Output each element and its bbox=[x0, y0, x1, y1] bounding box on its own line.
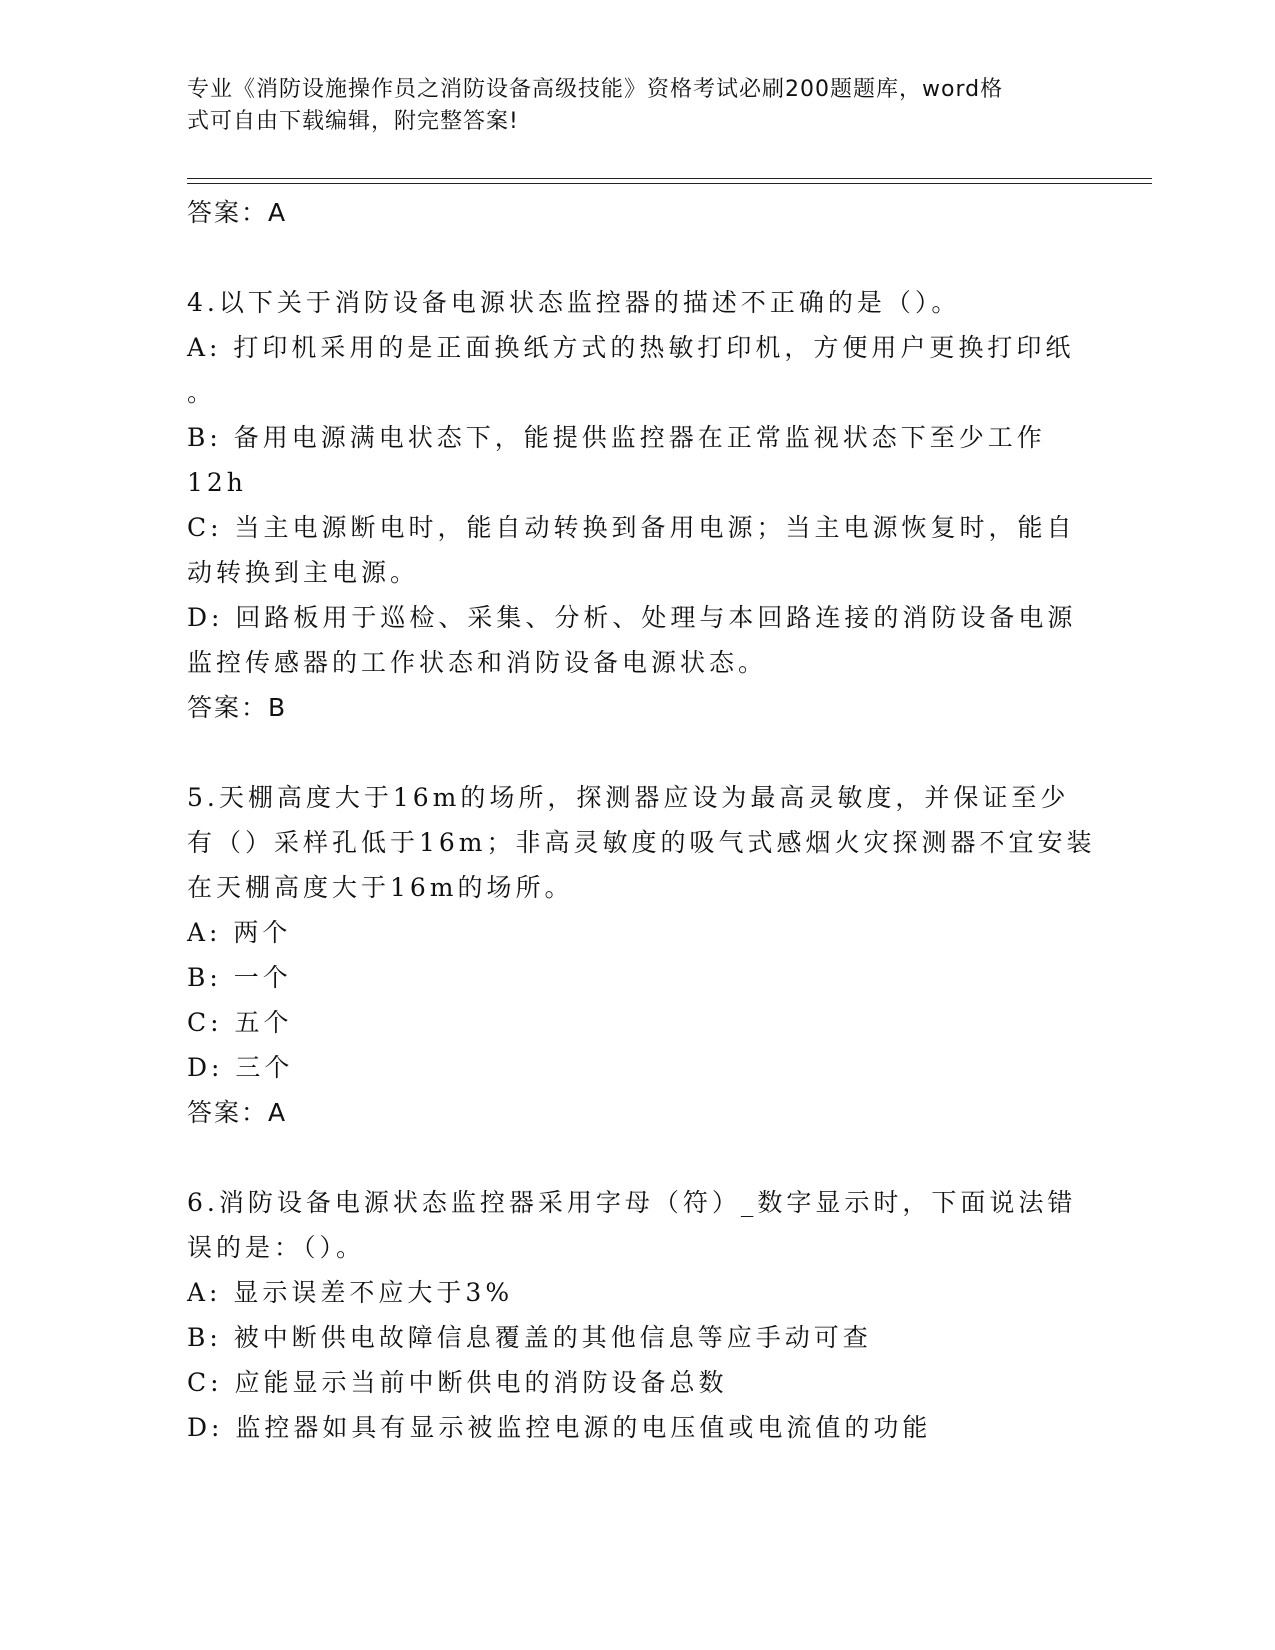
question-6-option-b: B: 被中断供电故障信息覆盖的其他信息等应手动可查 bbox=[187, 1323, 872, 1352]
header-divider-bottom bbox=[187, 183, 1152, 184]
question-4-option-b: B: 备用电源满电状态下，能提供监控器在正常监视状态下至少工作 bbox=[187, 423, 1046, 452]
question-4-stem: 4.以下关于消防设备电源状态监控器的描述不正确的是（）。 bbox=[187, 288, 961, 317]
question-4-option-b-cont: 12h bbox=[187, 468, 247, 497]
question-6-option-c: C: 应能显示当前中断供电的消防设备总数 bbox=[187, 1368, 728, 1397]
question-5-option-d: D: 三个 bbox=[187, 1053, 294, 1082]
question-5-stem-3: 在天棚高度大于16m的场所。 bbox=[187, 873, 574, 902]
question-4-answer: 答案：B bbox=[187, 693, 288, 722]
spacer bbox=[187, 235, 1087, 280]
question-6 bbox=[187, 1180, 1087, 1450]
question-5-stem-2: 有（）采样孔低于16m；非高灵敏度的吸气式感烟火灾探测器不宜安装 bbox=[187, 828, 1096, 857]
header-line-1: 专业《消防设施操作员之消防设备高级技能》资格考试必刷200题题库，word格 bbox=[187, 77, 1004, 102]
question-4-option-c-cont: 动转换到主电源。 bbox=[187, 558, 420, 587]
question-4-option-c: C: 当主电源断电时，能自动转换到备用电源；当主电源恢复时，能自 bbox=[187, 513, 1076, 542]
question-6-option-d: D: 监控器如具有显示被监控电源的电压值或电流值的功能 bbox=[187, 1413, 932, 1442]
question-5-answer: 答案：A bbox=[187, 1098, 288, 1127]
page-header bbox=[187, 74, 1067, 138]
question-6-stem-2: 误的是：（）。 bbox=[187, 1233, 366, 1262]
question-6-option-a: A: 显示误差不应大于3% bbox=[187, 1278, 514, 1307]
question-content bbox=[187, 190, 1096, 1450]
header-divider-top bbox=[187, 178, 1152, 179]
question-5-stem-1: 5.天棚高度大于16m的场所，探测器应设为最高灵敏度，并保证至少 bbox=[187, 783, 1070, 812]
question-4 bbox=[187, 280, 1087, 730]
question-4-option-d: D: 回路板用于巡检、采集、分析、处理与本回路连接的消防设备电源 bbox=[187, 603, 1077, 632]
spacer bbox=[187, 730, 1087, 775]
question-5-option-c: C: 五个 bbox=[187, 1008, 293, 1037]
question-5-option-a: A: 两个 bbox=[187, 918, 292, 947]
question-6-stem-1: 6.消防设备电源状态监控器采用字母（符）_数字显示时，下面说法错 bbox=[187, 1188, 1077, 1217]
question-5 bbox=[187, 775, 1096, 1135]
question-4-option-d-cont: 监控传感器的工作状态和消防设备电源状态。 bbox=[187, 648, 768, 677]
question-4-option-a: A: 打印机采用的是正面换纸方式的热敏打印机，方便用户更换打印纸 bbox=[187, 333, 1075, 362]
previous-answer: 答案：A bbox=[187, 198, 288, 227]
question-5-option-b: B: 一个 bbox=[187, 963, 292, 992]
header-line-2: 式可自由下载编辑，附完整答案! bbox=[187, 109, 519, 134]
spacer bbox=[187, 1135, 1087, 1180]
question-4-option-a-cont: 。 bbox=[187, 378, 217, 407]
